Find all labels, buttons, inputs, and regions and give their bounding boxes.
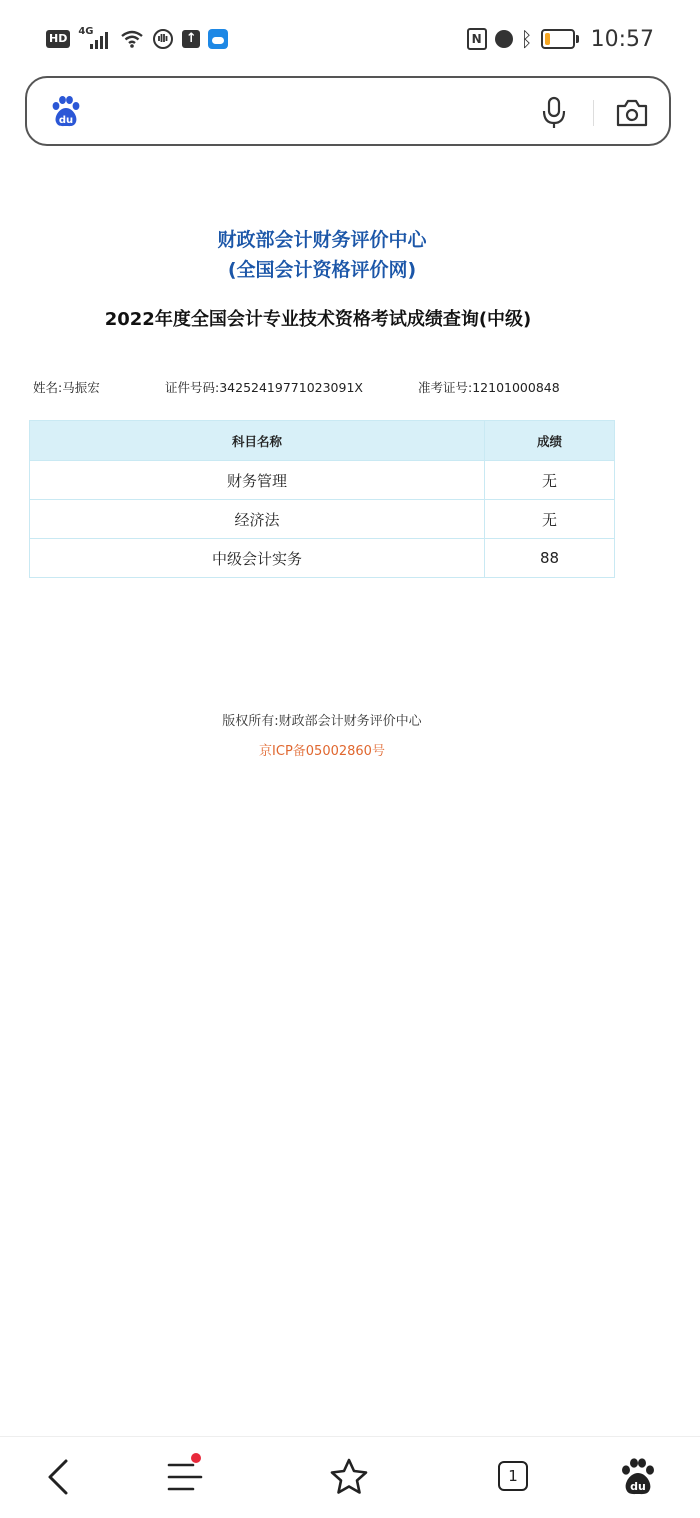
candidate-id xyxy=(165,378,363,396)
status-time: 10:57 xyxy=(590,26,654,52)
back-icon[interactable] xyxy=(38,1455,82,1499)
subject-cell: 财务管理 xyxy=(30,461,485,500)
menu-icon xyxy=(163,1455,207,1499)
id-label: 证件号码: xyxy=(165,380,220,395)
hd-badge: HD xyxy=(46,30,70,48)
status-left-icons xyxy=(46,26,228,52)
header-subject: 科目名称 xyxy=(30,421,485,461)
status-bar xyxy=(0,0,700,78)
svg-text:du: du xyxy=(58,115,74,126)
battery-icon xyxy=(541,29,575,49)
score-cell: 无 xyxy=(485,461,615,500)
microphone-icon[interactable] xyxy=(539,96,569,130)
ticket-value: 12101000848 xyxy=(472,380,560,395)
id-value: 34252419771023091X xyxy=(219,380,363,395)
icp-link[interactable]: 京ICP备05002860号 xyxy=(259,744,385,759)
score-cell: 88 xyxy=(485,539,615,578)
ticket-label: 准考证号: xyxy=(418,380,473,395)
nfc-icon: N xyxy=(467,28,487,50)
hotspot-icon xyxy=(152,28,174,50)
search-bar[interactable] xyxy=(25,76,671,146)
candidate-ticket xyxy=(418,378,560,396)
baidu-paw-icon[interactable] xyxy=(49,95,83,129)
alarm-icon xyxy=(495,30,513,48)
signal-icon: 4G xyxy=(78,28,112,50)
table-header-row xyxy=(30,421,615,461)
subject-cell: 中级会计实务 xyxy=(30,539,485,578)
bottom-nav xyxy=(0,1436,700,1518)
tab-count: 1 xyxy=(498,1461,528,1491)
score-table xyxy=(29,420,615,578)
score-cell: 无 xyxy=(485,500,615,539)
search-bar-divider xyxy=(593,100,594,126)
copyright-text: 版权所有:财政部会计财务评价中心 xyxy=(222,714,422,729)
menu-button[interactable] xyxy=(163,1455,207,1499)
name-label: 姓名: xyxy=(33,380,63,395)
svg-text:du: du xyxy=(630,1480,646,1493)
org-subtitle: (全国会计资格评价网) xyxy=(227,259,417,281)
upload-icon: ↑ xyxy=(182,30,200,48)
wifi-icon xyxy=(120,29,144,49)
candidate-name xyxy=(33,378,100,396)
baidu-home-icon[interactable] xyxy=(616,1455,660,1499)
favorite-star-icon[interactable] xyxy=(327,1455,371,1499)
notification-dot xyxy=(191,1453,201,1463)
battery-level xyxy=(545,33,550,45)
header-score: 成绩 xyxy=(485,421,615,461)
name-value: 马振宏 xyxy=(62,380,100,395)
org-name: 财政部会计财务评价中心 xyxy=(217,229,427,251)
bluetooth-icon: ᛒ xyxy=(520,27,533,51)
table-row xyxy=(30,461,615,500)
table-row xyxy=(30,500,615,539)
table-row xyxy=(30,539,615,578)
subject-cell: 经济法 xyxy=(30,500,485,539)
status-right-icons xyxy=(467,26,654,52)
camera-icon[interactable] xyxy=(615,98,649,128)
page-title: 2022年度全国会计专业技术资格考试成绩查询(中级) xyxy=(104,309,532,330)
tabs-button[interactable] xyxy=(492,1455,536,1499)
weather-app-icon xyxy=(208,29,228,49)
